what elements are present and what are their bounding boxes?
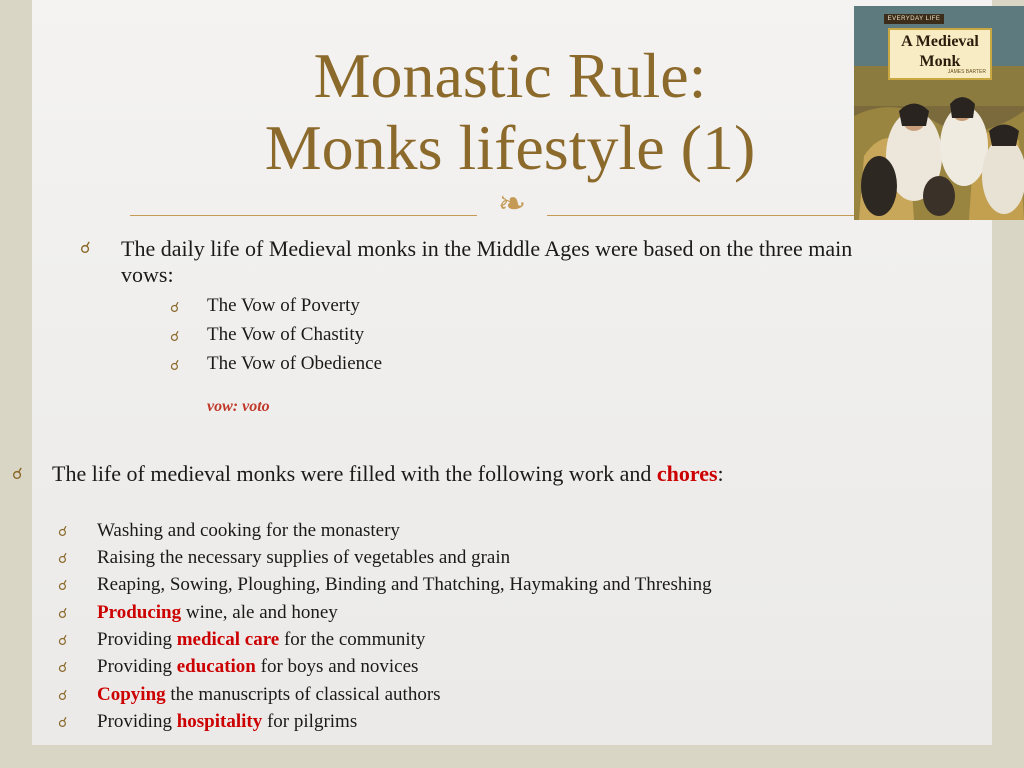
chore-item [97, 653, 418, 680]
sub-bullet-swirl-icon: ☌ [58, 633, 68, 649]
sub-bullet-swirl-icon: ☌ [58, 715, 68, 731]
cover-title-line-1: A Medieval [901, 33, 979, 50]
sub-bullet-swirl-icon: ☌ [58, 551, 68, 567]
chore-highlight: hospitality [176, 711, 263, 732]
chore-text: Providing [97, 711, 177, 732]
chore-text: Providing [97, 656, 177, 677]
section2-lead-colon: : [717, 461, 724, 486]
chore-text-after: wine, ale and honey [181, 602, 338, 623]
sub-bullet-swirl-icon: ☌ [170, 358, 180, 374]
chore-item [97, 626, 425, 653]
chore-text-after: the manuscripts of classical authors [165, 684, 441, 705]
chore-item [97, 517, 400, 544]
cover-title-line-2: Monk [919, 53, 961, 70]
chore-text-after: for pilgrims [262, 711, 358, 732]
swirl-ornament-icon: ❧ [477, 190, 547, 220]
chore-item [97, 681, 441, 708]
vow-item-poverty: The Vow of Poverty [207, 295, 360, 316]
chore-highlight: Copying [97, 684, 166, 705]
sub-bullet-swirl-icon: ☌ [58, 578, 68, 594]
chore-text: Raising the necessary supplies of vegetables and grain [97, 547, 511, 568]
chore-highlight: education [176, 656, 256, 677]
book-cover-image [854, 6, 1024, 220]
chore-text: Washing and cooking for the monastery [97, 520, 400, 541]
sub-bullet-swirl-icon: ☌ [58, 660, 68, 676]
bullet-swirl-icon: ☌ [80, 238, 91, 257]
sub-bullet-swirl-icon: ☌ [58, 688, 68, 704]
bullet-swirl-icon: ☌ [12, 464, 23, 483]
chore-item [97, 571, 712, 598]
chore-text: Providing [97, 629, 177, 650]
chore-highlight: Producing [97, 602, 182, 623]
sub-bullet-swirl-icon: ☌ [58, 524, 68, 540]
chore-highlight: medical care [176, 629, 280, 650]
vow-item-chastity: The Vow of Chastity [207, 324, 365, 345]
section1-lead: The daily life of Medieval monks in the Middle Ages were based on the three main vows: [121, 236, 853, 287]
vocabulary-note: vow: voto [207, 398, 270, 415]
section2-lead-highlight: chores [656, 461, 718, 486]
sub-bullet-swirl-icon: ☌ [170, 300, 180, 316]
title-line-1: Monastic Rule: [313, 40, 707, 111]
chore-text: Reaping, Sowing, Ploughing, Binding and Thatching, Haymaking and Threshing [97, 574, 712, 595]
section2-lead-text: The life of medieval monks were filled with the following work and [52, 461, 652, 486]
cover-series-badge: EVERYDAY LIFE [884, 14, 944, 24]
title-line-2: Monks lifestyle (1) [264, 112, 756, 183]
sub-bullet-swirl-icon: ☌ [58, 606, 68, 622]
section2-lead [52, 461, 952, 487]
chore-item [97, 544, 510, 571]
chore-item [97, 599, 338, 626]
slide-title [150, 40, 870, 184]
cover-author: JAMES BARTER [947, 69, 986, 75]
cover-title-label [888, 28, 992, 80]
vow-item-obedience: The Vow of Obedience [207, 353, 382, 374]
chore-text-after: for boys and novices [255, 656, 419, 677]
sub-bullet-swirl-icon: ☌ [170, 329, 180, 345]
chore-item [97, 708, 357, 735]
chore-text-after: for the community [279, 629, 426, 650]
